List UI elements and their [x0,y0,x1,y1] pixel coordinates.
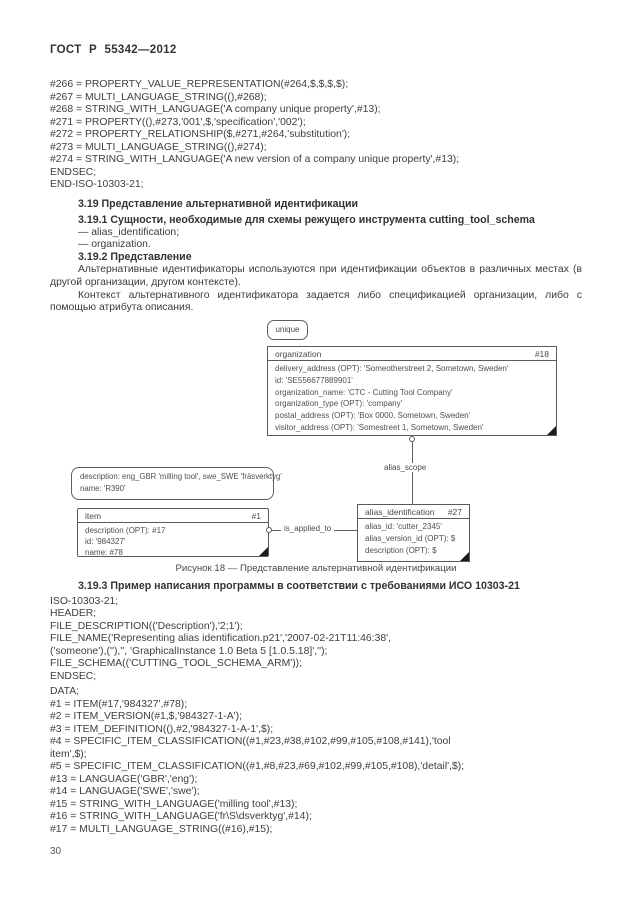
attribute-line: organization_name: 'CTC - Cutting Tool Company' [275,387,453,397]
resize-corner-icon [259,547,268,556]
code-line: #271 = PROPERTY((),#273,'001',$,'specification','002'); [50,116,306,128]
code-line: ENDSEC; [50,670,97,682]
connector-circle-icon [409,436,415,442]
code-block-bottom [50,596,582,837]
attribute-line: id: 'SE556677889901' [275,375,353,385]
connector-circle-icon [266,527,272,533]
code-line: #13 = LANGUAGE('GBR','eng'); [50,773,198,785]
attribute-line: delivery_address (OPT): 'Someotherstreet 2, Sometown, Sweden' [275,363,509,373]
code-line: #17 = MULTI_LANGUAGE_STRING((#16),#15); [50,823,273,835]
attribute-line: organization_type (OPT): 'company' [275,399,403,409]
paragraph: Контекст альтернативного идентификатора задается либо спецификацией организации, либо с помощью атрибута описания. [50,289,582,314]
resize-corner-icon [460,552,469,561]
entity-name: alias_identification [365,506,435,517]
code-line: HEADER; [50,608,97,620]
edge-label-is-applied-to: is_applied_to [281,524,334,533]
list-item: — organization. [78,238,151,250]
organization-entity-box [267,346,557,436]
paragraph: Альтернативные идентификаторы используются при идентификации объектов в различных местах (в другой организации, другом контексте). [50,264,582,288]
attribute-line: visitor_address (OPT): 'Somestreet 1, Sometown, Sweden' [275,423,484,433]
code-line: #2 = ITEM_VERSION(#1,$,'984327-1-A'); [50,711,242,723]
attribute-line: postal_address (OPT): 'Box 0000, Sometown, Sweden' [275,411,471,421]
section-heading-3-19-1: 3.19.1 Сущности, необходимые для схемы режущего инструмента cutting_tool_schema [78,213,535,226]
resize-corner-icon [547,426,556,435]
code-line: FILE_SCHEMA(('CUTTING_TOOL_SCHEMA_ARM')); [50,658,303,670]
code-line: DATA; [50,686,80,698]
attribute-line: name: #78 [85,547,123,557]
code-line: ('someone'),(''),'', 'GraphicalInstance 1.0 Beta 5 [1.0.5.18]',''); [50,645,328,657]
entity-ref: #27 [447,506,462,517]
code-line: #274 = STRING_WITH_LANGUAGE('A new version of a company unique property',#13); [50,154,460,165]
code-line: item',$); [50,748,87,760]
code-line: #268 = STRING_WITH_LANGUAGE('A company unique property',#13); [50,104,381,115]
entity-name: organization [275,348,322,359]
code-line: ENDSEC; [50,166,97,178]
attribute-line: description (OPT): $ [365,545,437,555]
entity-name: item [85,510,102,521]
section-heading-3-19-3: 3.19.3 Пример написания программы в соответствии с требованиями ИСО 10303-21 [78,579,520,592]
code-line: #1 = ITEM(#17,'984327',#78); [50,698,188,710]
code-line: #15 = STRING_WITH_LANGUAGE('milling tool',#13); [50,798,298,810]
attribute-line: alias_version_id (OPT): $ [365,533,456,543]
entity-title-row [78,509,268,523]
entity-attributes [358,519,469,557]
callout-line: name: 'R390' [80,483,126,493]
page-number: 30 [50,846,62,858]
entity-attributes [268,361,556,434]
code-line: #273 = MULTI_LANGUAGE_STRING((),#274); [50,141,267,153]
code-line: #266 = PROPERTY_VALUE_REPRESENTATION(#264,$,$,$,$); [50,79,349,90]
entity-ref: #18 [534,348,549,359]
edge-label-alias-scope: alias_scope [381,463,429,472]
code-line: #16 = STRING_WITH_LANGUAGE('fr\S\dsverktyg',#14); [50,811,312,823]
attribute-line: id: '984327' [85,536,126,546]
item-entity-box [77,508,269,557]
entity-title-row [358,505,469,519]
unique-constraint-node: unique [267,320,308,340]
code-line: #5 = SPECIFIC_ITEM_CLASSIFICATION((#1,#8,#23,#69,#102,#99,#105,#108),'detail',$); [50,761,465,773]
list-item: — alias_identification; [78,226,180,238]
code-line: FILE_DESCRIPTION(('Description'),'2;1'); [50,620,243,632]
entity-attributes [78,523,268,558]
attribute-line: alias_id: 'cutter_2345' [365,521,442,531]
section-heading-3-19: 3.19 Представление альтернативной идентификации [78,197,359,210]
entity-ref: #1 [251,510,261,521]
alias-identification-entity-box [357,504,470,562]
express-g-instance-diagram [0,317,630,563]
code-line: #3 = ITEM_DEFINITION((),#2,'984327-1-A-1',$); [50,723,274,735]
code-line: #4 = SPECIFIC_ITEM_CLASSIFICATION((#1,#23,#38,#102,#99,#105,#108,#141),'tool [50,736,451,748]
figure-caption: Рисунок 18 — Представление альтернативной идентификации [175,562,457,574]
code-line: ISO-10303-21; [50,595,119,607]
entity-title-row [268,347,556,361]
code-line: #14 = LANGUAGE('SWE','swe'); [50,786,200,798]
annotation-callout [71,467,282,500]
code-line: #267 = MULTI_LANGUAGE_STRING((),#268); [50,91,267,103]
code-block-top [50,79,582,192]
callout-line: description: eng_GBR 'milling tool', swe_SWE 'fräsverktyg' [80,471,282,481]
code-line: END-ISO-10303-21; [50,179,144,190]
code-line: FILE_NAME('Representing alias identification.p21','2007-02-21T11:46:38', [50,633,392,645]
document-header: ГОСТ Р 55342—2012 [50,44,177,56]
section-heading-3-19-2: 3.19.2 Представление [78,251,192,264]
attribute-line: description (OPT): #17 [85,525,166,535]
code-line: #272 = PROPERTY_RELATIONSHIP($,#271,#264,'substitution'); [50,129,351,140]
